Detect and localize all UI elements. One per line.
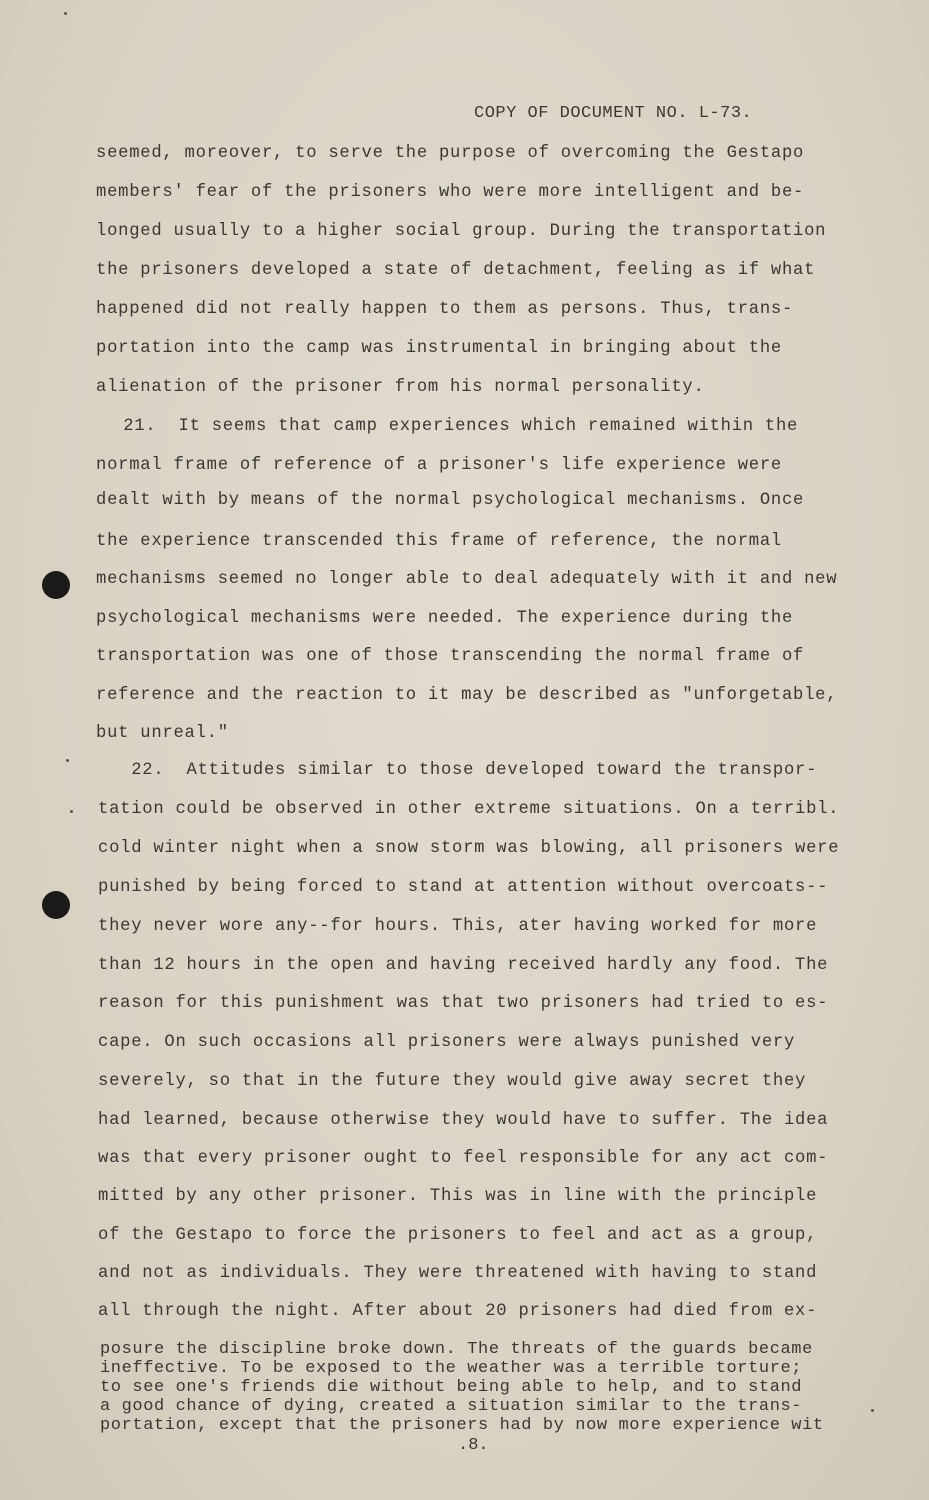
text-line: reason for this punishment was that two prisoners had tried to es-: [98, 994, 829, 1013]
text-line: all through the night. After about 20 prisoners had died from ex-: [98, 1302, 818, 1321]
text-line: reference and the reaction to it may be described as "unforgetable,: [96, 686, 838, 705]
text-line: alienation of the prisoner from his normal personality.: [96, 378, 705, 397]
text-line: punished by being forced to stand at attention without overcoats--: [98, 878, 829, 897]
text-line: than 12 hours in the open and having received hardly any food. The: [98, 956, 829, 975]
text-line: mitted by any other prisoner. This was in line with the principle: [98, 1187, 818, 1206]
text-line: a good chance of dying, created a situation similar to the trans-: [100, 1397, 803, 1416]
speck: [64, 12, 67, 15]
paragraph-22-start: 22. Attitudes similar to those developed toward the transpor-: [98, 761, 818, 780]
text-line: of the Gestapo to force the prisoners to feel and act as a group,: [98, 1226, 818, 1245]
text-line: had learned, because otherwise they would have to suffer. The idea: [98, 1111, 829, 1130]
text-line: portation into the camp was instrumental in bringing about the: [96, 339, 782, 358]
document-heading: COPY OF DOCUMENT NO. L-73.: [474, 104, 753, 123]
text-line: ineffective. To be exposed to the weather was a terrible torture;: [100, 1359, 803, 1378]
punch-hole: [42, 571, 70, 599]
text-line: posure the discipline broke down. The threats of the guards became: [100, 1340, 813, 1359]
page-number: .8.: [458, 1436, 489, 1455]
text-line: and not as individuals. They were threatened with having to stand: [98, 1264, 818, 1283]
text-line: seemed, moreover, to serve the purpose of overcoming the Gestapo: [96, 144, 805, 163]
text-line: members' fear of the prisoners who were more intelligent and be-: [96, 183, 805, 202]
speck: [66, 759, 69, 762]
speck: [70, 810, 73, 813]
text-line: tation could be observed in other extreme situations. On a terribl.: [98, 800, 840, 819]
text-line: cold winter night when a snow storm was blowing, all prisoners were: [98, 839, 840, 858]
paragraph-21-start: 21. It seems that camp experiences which remained within the: [90, 417, 799, 436]
text-line: mechanisms seemed no longer able to deal adequately with it and new: [96, 570, 838, 589]
text-line: dealt with by means of the normal psychological mechanisms. Once: [96, 491, 805, 510]
text-line: happened did not really happen to them as persons. Thus, trans-: [96, 300, 794, 319]
text-line: cape. On such occasions all prisoners were always punished very: [98, 1033, 796, 1052]
text-line: but unreal.": [96, 724, 229, 743]
text-line: the prisoners developed a state of detachment, feeling as if what: [96, 261, 816, 280]
text-line: psychological mechanisms were needed. The experience during the: [96, 609, 794, 628]
text-line: longed usually to a higher social group. During the transportation: [96, 222, 827, 241]
text-line: the experience transcended this frame of reference, the normal: [96, 532, 782, 551]
speck: [871, 1409, 874, 1412]
text-line: they never wore any--for hours. This, ater having worked for more: [98, 917, 818, 936]
text-line: to see one's friends die without being able to help, and to stand: [100, 1378, 803, 1397]
text-line: was that every prisoner ought to feel responsible for any act com-: [98, 1149, 829, 1168]
text-line: normal frame of reference of a prisoner's life experience were: [96, 456, 782, 475]
text-line: transportation was one of those transcending the normal frame of: [96, 647, 805, 666]
text-line: portation, except that the prisoners had by now more experience wit: [100, 1416, 824, 1435]
text-line: severely, so that in the future they would give away secret they: [98, 1072, 807, 1091]
punch-hole: [42, 891, 70, 919]
